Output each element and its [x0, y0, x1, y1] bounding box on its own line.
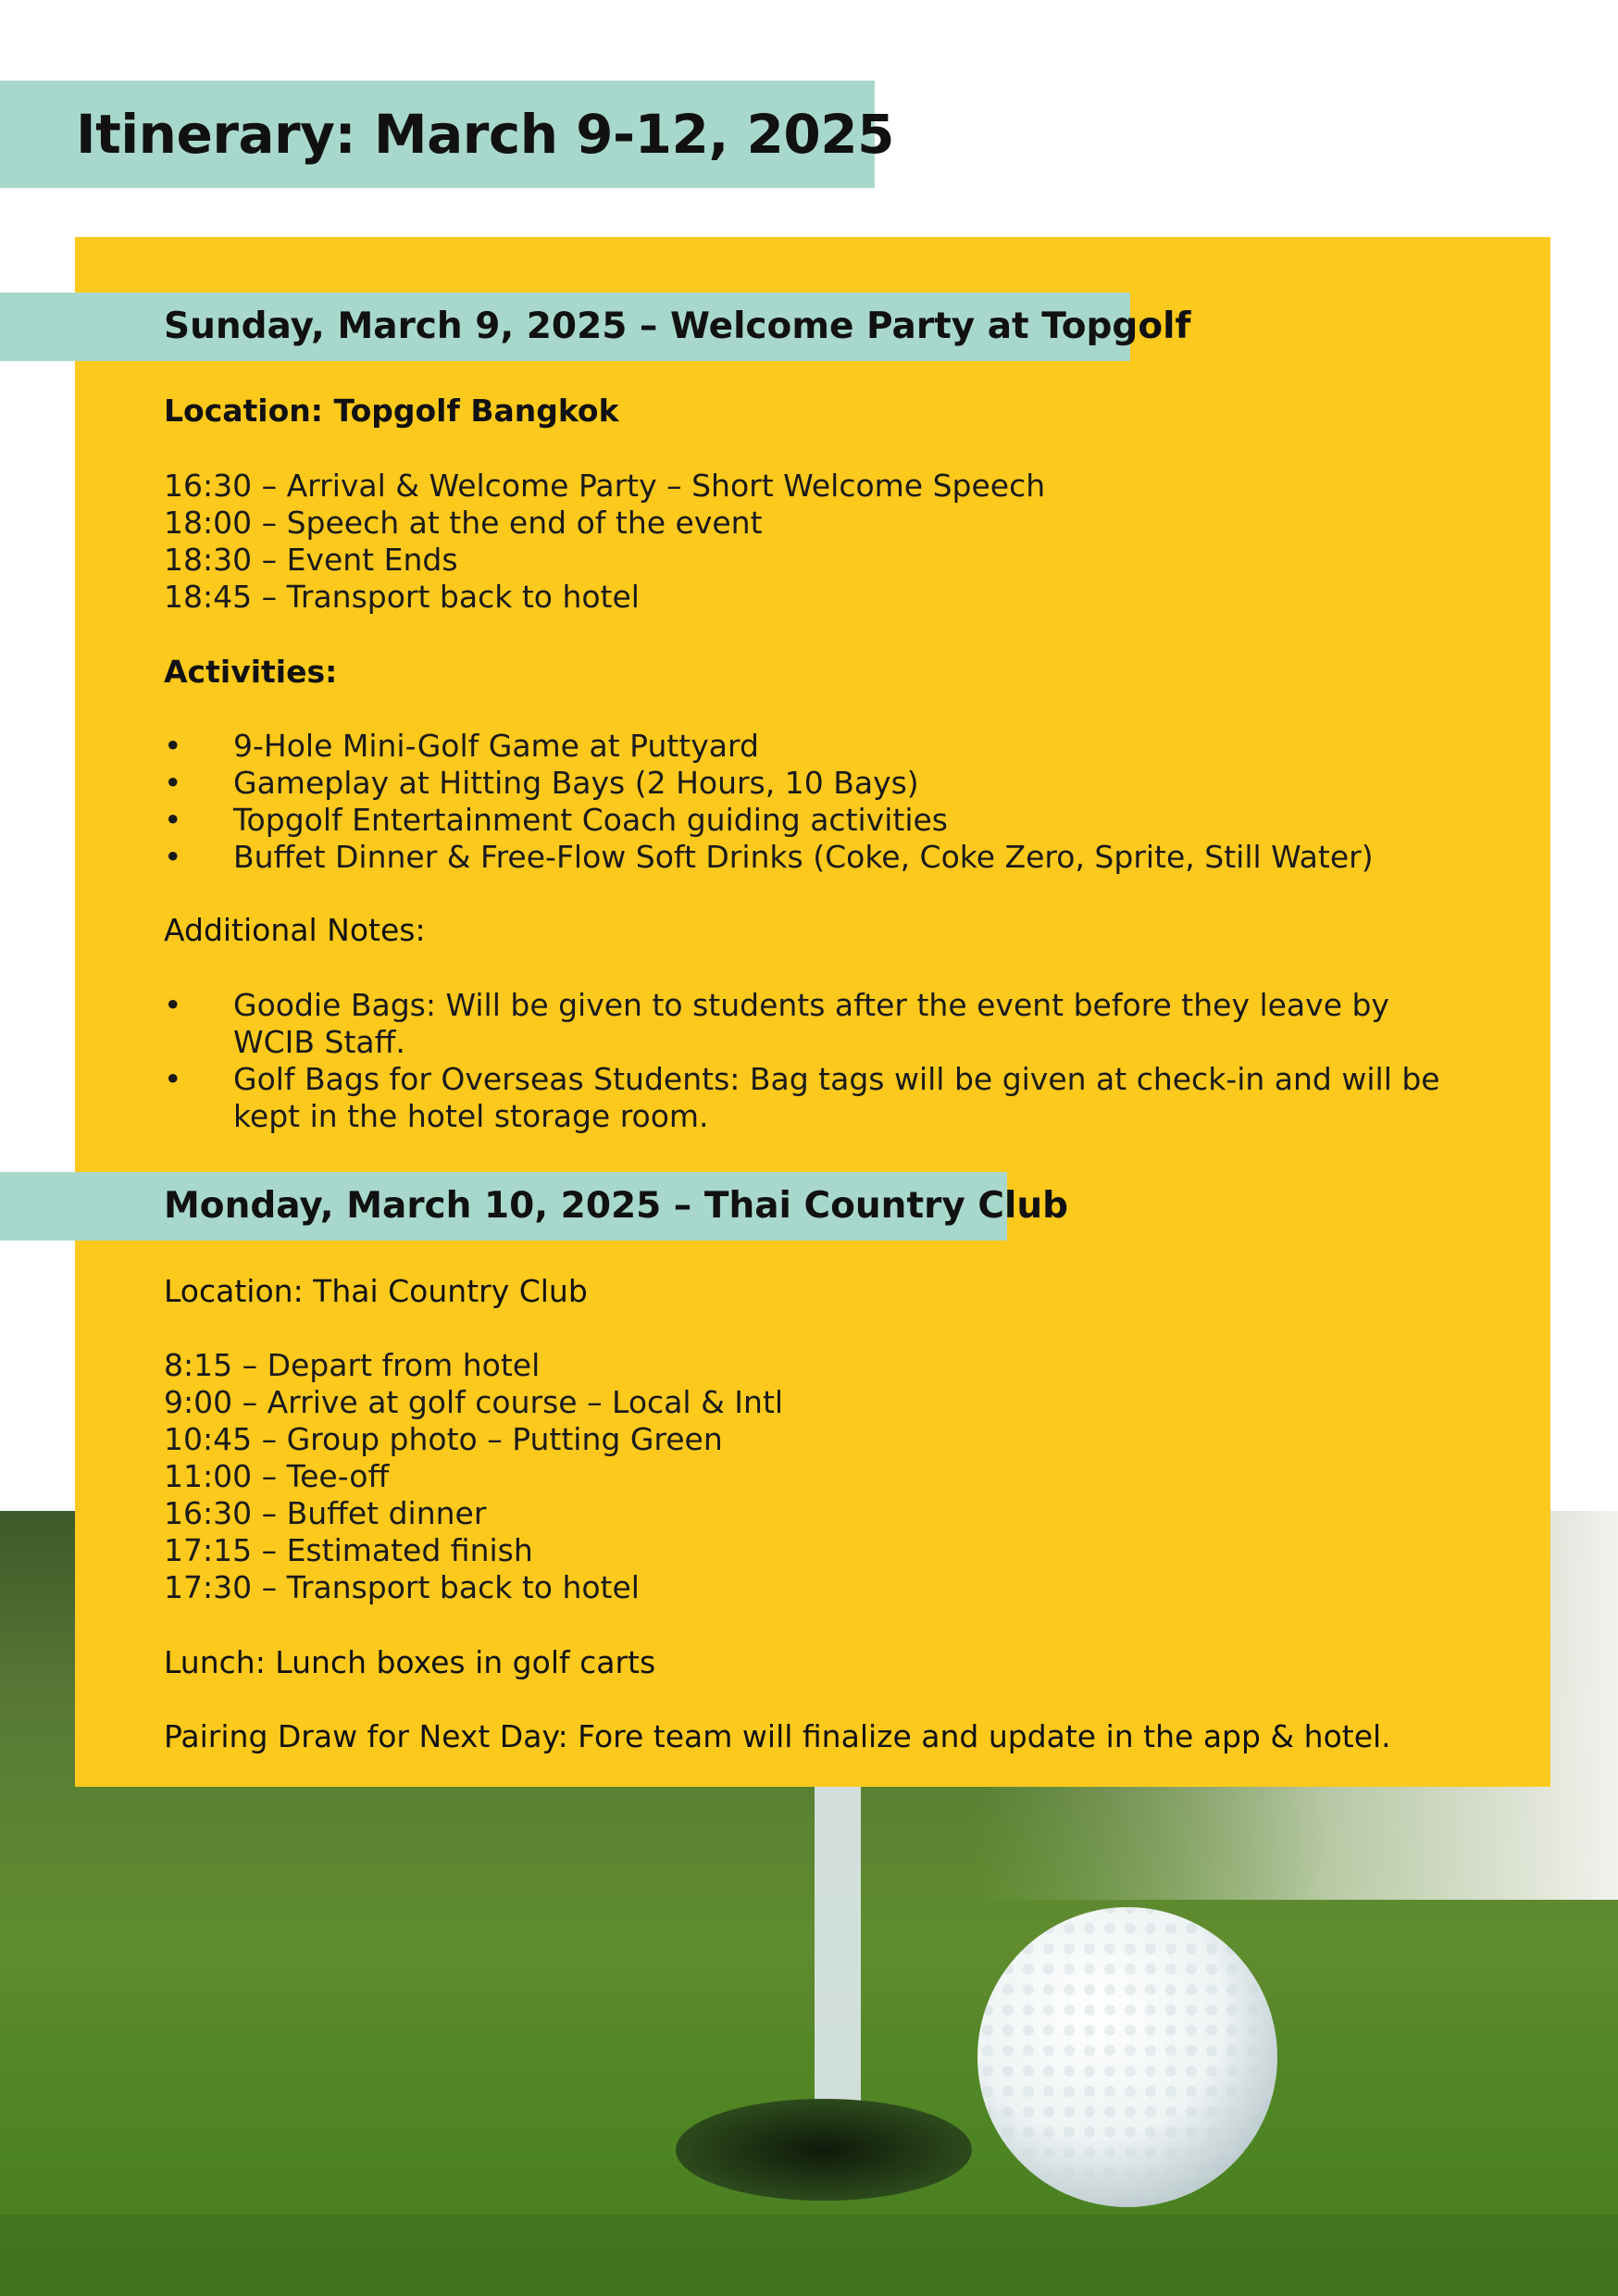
day1-location: Location: Topgolf Bangkok [164, 393, 619, 429]
schedule-item: 18:30 – Event Ends [164, 542, 458, 578]
schedule-item: 17:30 – Transport back to hotel [164, 1569, 640, 1605]
day2-schedule [164, 1347, 783, 1606]
day1-activities-label: Activities: [164, 654, 338, 690]
schedule-item: 18:45 – Transport back to hotel [164, 579, 640, 615]
day1-notes-list [164, 987, 1478, 1135]
list-item: • 9-Hole Mini-Golf Game at Puttyard [164, 728, 759, 764]
bullet-icon: • [164, 987, 182, 1023]
schedule-item: 9:00 – Arrive at golf course – Local & Intl [164, 1384, 784, 1420]
day2-location: Location: Thai Country Club [164, 1273, 588, 1309]
list-item: • Goodie Bags: Will be given to students after the event before they leave by WCIB Staff. [164, 987, 1389, 1060]
day1-heading: Sunday, March 9, 2025 – Welcome Party at Topgolf [164, 306, 1191, 347]
list-item: • Topgolf Entertainment Coach guiding activities [164, 802, 948, 838]
schedule-item: 8:15 – Depart from hotel [164, 1347, 541, 1383]
bullet-icon: • [164, 765, 182, 801]
day2-heading: Monday, March 10, 2025 – Thai Country Club [164, 1185, 1068, 1227]
page-title: Itinerary: March 9-12, 2025 [76, 103, 894, 166]
day1-schedule [164, 468, 1045, 616]
schedule-item: 17:15 – Estimated finish [164, 1532, 533, 1568]
schedule-item: 16:30 – Buffet dinner [164, 1495, 487, 1531]
bullet-icon: • [164, 1061, 182, 1097]
day2-pairing: Pairing Draw for Next Day: Fore team will finalize and update in the app & hotel. [164, 1718, 1391, 1754]
list-item: • Buffet Dinner & Free-Flow Soft Drinks (Coke, Coke Zero, Sprite, Still Water) [164, 839, 1374, 875]
day1-notes-label: Additional Notes: [164, 912, 426, 948]
schedule-item: 18:00 – Speech at the end of the event [164, 505, 763, 541]
day2-lunch: Lunch: Lunch boxes in golf carts [164, 1644, 656, 1680]
schedule-item: 10:45 – Group photo – Putting Green [164, 1421, 723, 1457]
list-item: • Gameplay at Hitting Bays (2 Hours, 10 Bays) [164, 765, 919, 801]
list-item: • Golf Bags for Overseas Students: Bag tags will be given at check-in and will be kept in the hotel storage room. [164, 1061, 1440, 1134]
schedule-item: 16:30 – Arrival & Welcome Party – Short Welcome Speech [164, 468, 1046, 504]
schedule-item: 11:00 – Tee-off [164, 1458, 390, 1494]
bullet-icon: • [164, 728, 182, 764]
bullet-icon: • [164, 839, 182, 875]
day1-activities-list [164, 728, 1460, 876]
bullet-icon: • [164, 802, 182, 838]
